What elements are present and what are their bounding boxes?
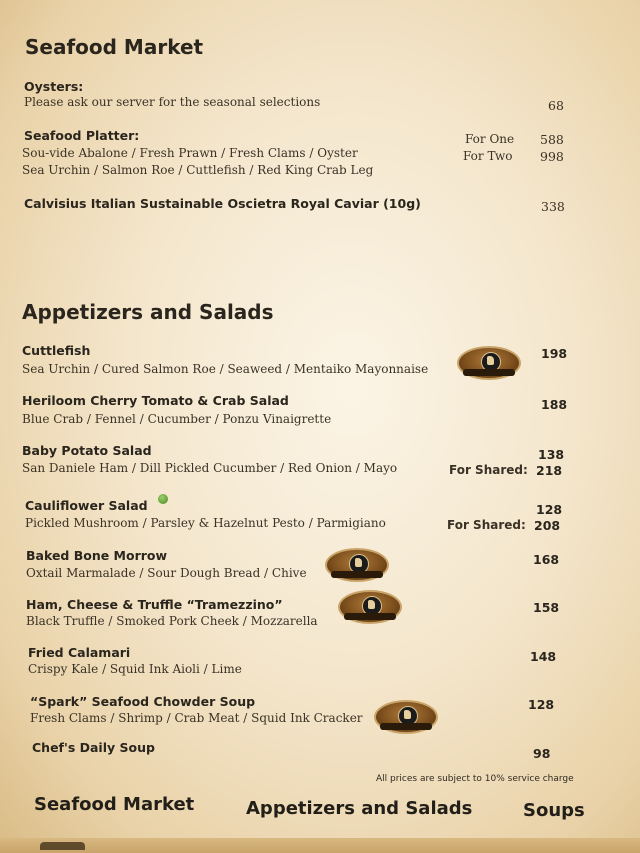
item-tomato-crab-name: Heriloom Cherry Tomato & Crab Salad: [22, 393, 289, 408]
item-potato-salad-shared-label: For Shared:: [449, 463, 528, 477]
tab-appetizers-salads[interactable]: Appetizers and Salads: [246, 798, 473, 819]
vegetarian-dot-icon: [158, 494, 168, 504]
item-potato-salad-shared-price: 218: [536, 463, 563, 478]
item-bone-marrow-price: 168: [533, 552, 560, 567]
item-cauliflower-name: Cauliflower Salad: [25, 498, 148, 513]
service-charge-note: All prices are subject to 10% service charge: [376, 774, 574, 784]
item-cuttlefish-desc: Sea Urchin / Cured Salmon Roe / Seaweed / Mentaiko Mayonnaise: [22, 362, 429, 376]
item-tramezzino-desc: Black Truffle / Smoked Pork Cheek / Mozzarella: [26, 614, 318, 628]
oysters-name: Oysters:: [24, 79, 84, 94]
item-potato-salad-price: 138: [538, 447, 565, 462]
item-tomato-crab-price: 188: [541, 397, 568, 412]
item-calamari-desc: Crispy Kale / Squid Ink Aioli / Lime: [28, 662, 242, 676]
section-title-appetizers: Appetizers and Salads: [22, 300, 274, 324]
item-cauliflower-shared-price: 208: [534, 518, 561, 533]
section-title-seafood: Seafood Market: [25, 35, 204, 59]
item-tramezzino-name: Ham, Cheese & Truffle “Tramezzino”: [26, 597, 283, 612]
page-bottom-edge: [0, 838, 640, 853]
platter-desc-1: Sou-vide Abalone / Fresh Prawn / Fresh Clams / Oyster: [22, 146, 358, 160]
item-tomato-crab-desc: Blue Crab / Fennel / Cucumber / Ponzu Vinaigrette: [22, 412, 332, 426]
tab-seafood-market[interactable]: Seafood Market: [34, 794, 195, 815]
item-daily-soup-name: Chef's Daily Soup: [32, 740, 155, 755]
item-chowder-price: 128: [528, 697, 555, 712]
item-cuttlefish-price: 198: [541, 346, 568, 361]
item-chowder-name: “Spark” Seafood Chowder Soup: [30, 694, 256, 709]
caviar-price: 338: [541, 199, 565, 214]
item-bone-marrow-desc: Oxtail Marmalade / Sour Dough Bread / Chive: [26, 566, 307, 580]
platter-label-two: For Two: [463, 149, 513, 163]
item-daily-soup-price: 98: [533, 746, 551, 761]
platter-price-one: 588: [540, 132, 564, 147]
caviar-name: Calvisius Italian Sustainable Oscietra Royal Caviar (10g): [24, 196, 421, 211]
item-cauliflower-price: 128: [536, 502, 563, 517]
item-cauliflower-shared-label: For Shared:: [447, 518, 526, 532]
item-cuttlefish-name: Cuttlefish: [22, 343, 91, 358]
item-potato-salad-name: Baby Potato Salad: [22, 443, 152, 458]
item-potato-salad-desc: San Daniele Ham / Dill Pickled Cucumber / Red Onion / Mayo: [22, 461, 398, 475]
item-calamari-price: 148: [530, 649, 557, 664]
platter-price-two: 998: [540, 149, 564, 164]
recommendation-badge-icon: [457, 346, 521, 380]
item-chowder-desc: Fresh Clams / Shrimp / Crab Meat / Squid Ink Cracker: [30, 711, 363, 725]
platter-label-one: For One: [465, 132, 515, 146]
oysters-price: 68: [548, 98, 564, 113]
tab-soups[interactable]: Soups: [523, 800, 585, 821]
recommendation-badge-icon: [338, 590, 402, 624]
recommendation-badge-icon: [374, 700, 438, 734]
item-bone-marrow-name: Baked Bone Morrow: [26, 548, 168, 563]
platter-name: Seafood Platter:: [24, 128, 140, 143]
item-calamari-name: Fried Calamari: [28, 645, 131, 660]
oysters-desc: Please ask our server for the seasonal selections: [24, 95, 321, 109]
recommendation-badge-icon: [325, 548, 389, 582]
item-cauliflower-desc: Pickled Mushroom / Parsley & Hazelnut Pesto / Parmigiano: [25, 516, 386, 530]
platter-desc-2: Sea Urchin / Salmon Roe / Cuttlefish / Red King Crab Leg: [22, 163, 374, 177]
item-tramezzino-price: 158: [533, 600, 560, 615]
